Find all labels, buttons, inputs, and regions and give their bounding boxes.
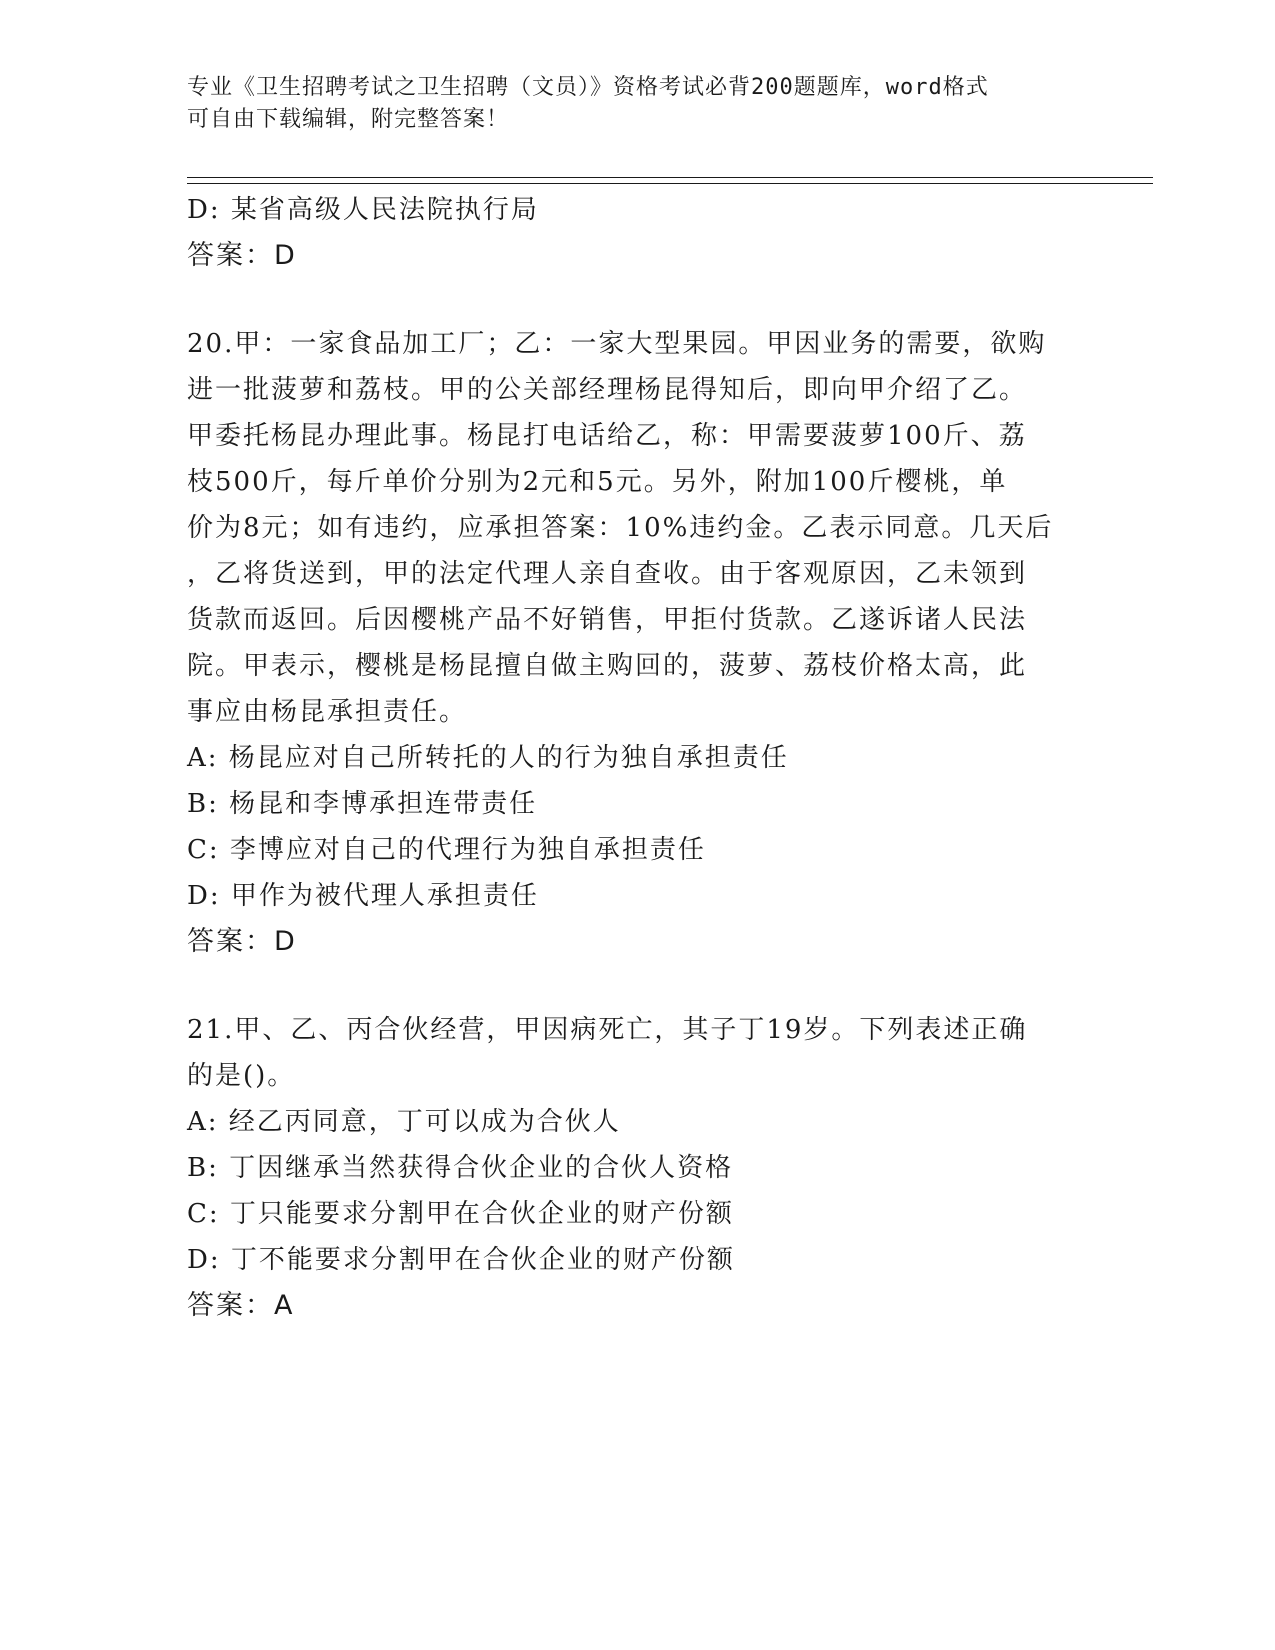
q21-option-a: A: 经乙丙同意，丁可以成为合伙人 — [187, 1107, 621, 1137]
q20-option-a: A: 杨昆应对自己所转托的人的行为独自承担责任 — [187, 743, 789, 773]
q19-answer: 答案：D — [187, 240, 297, 271]
spacer — [187, 965, 1087, 1007]
question-20 — [187, 321, 1087, 965]
q20-stem-line: 进一批菠萝和荔枝。甲的公关部经理杨昆得知后，即向甲介绍了乙。 — [187, 375, 1028, 405]
header-divider — [187, 177, 1153, 184]
spacer — [187, 279, 1087, 321]
document-header — [187, 72, 1087, 136]
question-19-fragment — [187, 187, 1087, 279]
q20-stem-line: 事应由杨昆承担责任。 — [187, 697, 468, 727]
q20-option-b: B: 杨昆和李博承担连带责任 — [187, 789, 538, 819]
q20-stem-line: 院。甲表示，樱桃是杨昆擅自做主购回的，菠萝、荔枝价格太高，此 — [187, 651, 1028, 681]
q21-option-b: B: 丁因继承当然获得合伙企业的合伙人资格 — [187, 1153, 734, 1183]
q21-stem-line: 21.甲、乙、丙合伙经营，甲因病死亡，其子丁19岁。下列表述正确 — [187, 1015, 1028, 1045]
header-title-line-2: 可自由下载编辑，附完整答案！ — [187, 107, 510, 132]
q21-stem-line: 的是()。 — [187, 1061, 296, 1091]
q20-stem-line: 货款而返回。后因樱桃产品不好销售，甲拒付货款。乙遂诉诸人民法 — [187, 605, 1028, 635]
q20-stem-line: 价为8元；如有违约，应承担答案：10%违约金。乙表示同意。几天后 — [187, 513, 1054, 543]
q20-stem-line: 20.甲：一家食品加工厂；乙：一家大型果园。甲因业务的需要，欲购 — [187, 329, 1047, 359]
question-21 — [187, 1007, 1087, 1329]
q20-stem-line: ，乙将货送到，甲的法定代理人亲自查收。由于客观原因，乙未领到 — [187, 559, 1028, 589]
q20-option-d: D: 甲作为被代理人承担责任 — [187, 881, 539, 911]
q19-option-d: D: 某省高级人民法院执行局 — [187, 195, 539, 225]
q21-answer: 答案：A — [187, 1290, 295, 1321]
q20-answer: 答案：D — [187, 926, 297, 957]
q20-option-c: C: 李博应对自己的代理行为独自承担责任 — [187, 835, 706, 865]
q20-stem-line: 甲委托杨昆办理此事。杨昆打电话给乙，称：甲需要菠萝100斤、荔 — [187, 421, 1027, 451]
header-title-line-1: 专业《卫生招聘考试之卫生招聘（文员）》资格考试必背200题题库，word格式 — [187, 75, 989, 100]
q21-option-c: C: 丁只能要求分割甲在合伙企业的财产份额 — [187, 1199, 734, 1229]
q21-option-d: D: 丁不能要求分割甲在合伙企业的财产份额 — [187, 1245, 735, 1275]
q20-stem-line: 枝500斤，每斤单价分别为2元和5元。另外，附加100斤樱桃，单 — [187, 467, 1008, 497]
document-body — [187, 187, 1087, 1329]
